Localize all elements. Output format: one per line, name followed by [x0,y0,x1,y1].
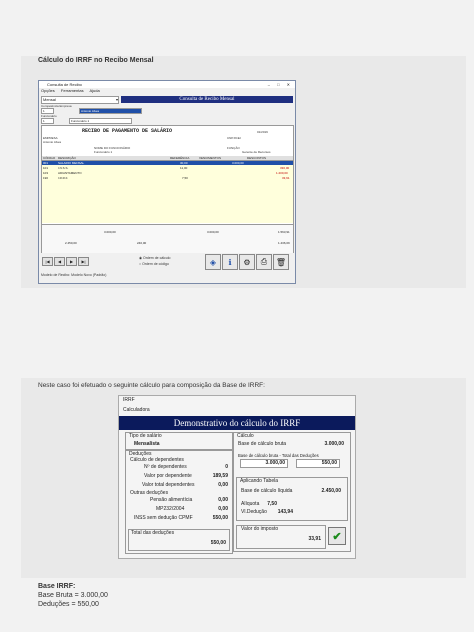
row3-desc: ADIANTAMENTO [58,171,82,175]
tipo-salario-group [125,432,233,450]
window-title: Consulta de Recibo [47,82,82,87]
imposto-label: Valor do imposto [241,526,279,532]
base-total-label: Base de cálculo bruta - Total das Deduções [238,453,319,458]
col-vencimentos: VENCIMENTOS [199,156,221,160]
empresa-code-field[interactable]: 1 [41,108,54,114]
row2-code: 101 [43,166,49,170]
deducoes-group [125,450,233,554]
mp-label: MP232/2004 [156,506,185,512]
nr-dependentes-value: 0 [225,464,228,470]
aplicando-label: Aplicando Tabela [240,478,278,484]
consulta-header: Consulta de Recibo Mensal [121,96,293,103]
base-total-b: 550,00 [296,459,340,468]
imposto-value: 33,91 [308,536,321,542]
base-inss: 3.000,00 [104,230,116,234]
total-ded-label: Total das deduções [131,530,175,536]
empresa-value: Antonio Alves [43,140,62,144]
recibo-area [41,125,294,253]
irrf-window [118,395,356,559]
aplicando-group [236,477,348,521]
aliquota-label: Alíquota [241,501,260,507]
print-icon[interactable]: ⎙ [256,254,272,270]
liquido: 1.436,09 [278,241,290,245]
demonstrativo-banner: Demonstrativo do cálculo do IRRF [119,416,355,430]
base-irrf-heading: Base IRRF: [38,583,76,590]
empresa-name-field[interactable]: Antonio Alves [79,108,142,114]
outras-label: Outras deduções [130,490,169,496]
total-venc: 3.000,00 [207,230,219,234]
row2-ref: 11,00 [180,166,188,170]
irrf-title: IRRF [123,397,135,403]
first-button[interactable]: |◀ [42,257,53,266]
func-value: Funcionário 1 [94,150,113,154]
prev-button[interactable]: ◀ [54,257,65,266]
base-total-a: 3.000,00 [240,459,288,468]
row3-desc-value: 1.200,00 [276,171,288,175]
base-bruta-label: Base de cálculo bruta [238,441,287,447]
ok-button[interactable] [328,527,346,545]
totals-area [42,224,293,253]
imposto-group [236,525,326,549]
func-name-field[interactable]: Funcionário 1 [69,118,132,124]
window-titlebar [39,81,295,88]
menu-ajuda[interactable]: Ajuda [89,88,100,93]
tipo-salario-value: Mensalista [134,441,160,447]
radio-ordem-codigo[interactable]: ○ Ordem de código [139,262,169,266]
info-icon[interactable]: ℹ [222,254,238,270]
tipo-salario-label: Tipo de salário [129,433,162,439]
mp-value: 0,00 [218,506,228,512]
check-icon: ✔ [332,530,342,543]
menu-opcoes[interactable]: Opções [41,88,55,93]
base-liquida-value: 2.450,00 [321,488,341,494]
pensao-label: Pensão alimentícia [150,497,193,503]
recibo-title: RECIBO DE PAGAMENTO DE SALÁRIO [82,128,173,134]
total-ded-value: 550,00 [210,540,226,546]
row3-code: 103 [43,171,49,175]
valor-por-dep-value: 189,59 [212,473,228,479]
window-controls[interactable]: – □ ✕ [267,82,293,87]
base-bruta-line: Base Bruta = 3.000,00 [38,592,108,599]
chevron-down-icon: ▾ [115,97,118,102]
func-code-field[interactable]: 1 [41,118,54,124]
row2-desc-value: 330,00 [280,166,290,170]
calculo-label: Cálculo [237,433,254,439]
col-descontos: DESCONTOS [247,156,266,160]
aliquota-value: 7,50 [267,501,277,507]
menu-ferramentas[interactable]: Ferramentas [60,88,84,93]
deducao-label: Vl.Dedução [241,509,267,515]
delete-icon[interactable]: 🗑 [273,254,289,270]
competencia-value: 01/2019 [257,130,268,134]
section-2-intro: Neste caso foi efetuado o seguinte cálculo para composição da Base de IRRF: [38,382,265,389]
funcionario-label: Funcionário [41,114,57,118]
row1-desc: SALARIO MENSAL [58,161,85,165]
calculadora-menu[interactable]: Calculadora [123,407,150,413]
competencia-label: Competência Empresa [41,104,72,108]
nome-label: NOME DO FUNCIONÁRIO [94,146,131,150]
section-1-heading: Cálculo do IRRF no Recibo Mensal [38,57,154,64]
recibo-footer: Modelo de Recibo: Modelo Novo (Padrão) [41,273,107,277]
row4-desc-value: 33,91 [282,176,290,180]
col-codigo: CÓDIGO [43,156,56,160]
row1-venc: 3.000,00 [232,161,244,165]
deducoes-line: Deduções = 550,00 [38,601,99,608]
nr-dependentes-label: Nº de dependentes [144,464,187,470]
base-bruta-value: 3.000,00 [324,441,344,447]
valor-por-dep-label: Valor por dependente [144,473,192,479]
radio-ordem-calculo[interactable]: ◉ Ordem de cálculo [139,256,171,260]
valor-total-dep-value: 0,00 [218,482,228,488]
tipo-select[interactable]: Mensal ▾ [43,97,118,102]
consulta-recibo-window [38,80,296,284]
settings-icon[interactable]: ⚙ [239,254,255,270]
next-button[interactable]: ▶ [66,257,77,266]
row2-desc: I.N.S.S. [58,166,69,170]
empresa-label2: EMPRESA [43,136,58,140]
cnpj-label: CNPJ/CEI [227,136,241,140]
inss-label: INSS sem dedução CPMF [134,515,193,521]
valor-total-dep-label: Valor total dependentes [142,482,195,488]
row1-code: 001 [43,161,49,165]
row1-ref: 30,00 [180,161,188,165]
pensao-value: 0,00 [218,497,228,503]
dependentes-label: Cálculo de dependentes [130,457,184,463]
funcao-value: Gerente de Recursos [242,150,271,154]
deducoes-label: Deduções [129,451,152,457]
calculo-group [233,432,351,552]
target-icon[interactable]: ◈ [205,254,221,270]
row4-desc: I.R.R.F. [58,176,69,180]
row4-code: 190 [43,176,49,180]
fgts: 240,00 [137,241,147,245]
funcao-label: FUNÇÃO [227,146,240,150]
base-irrf: 2.450,00 [65,241,77,245]
menubar [39,88,295,94]
total-desc: 1.563,91 [278,230,290,234]
base-liquida-label: Base de cálculo líquida [241,488,293,494]
deducao-value: 143,94 [277,509,293,515]
last-button[interactable]: ▶| [78,257,89,266]
row4-ref: 7,50 [182,176,188,180]
col-referencia: REFERÊNCIA [170,156,190,160]
col-descricao: DESCRIÇÃO [58,156,76,160]
inss-value: 550,00 [212,515,228,521]
